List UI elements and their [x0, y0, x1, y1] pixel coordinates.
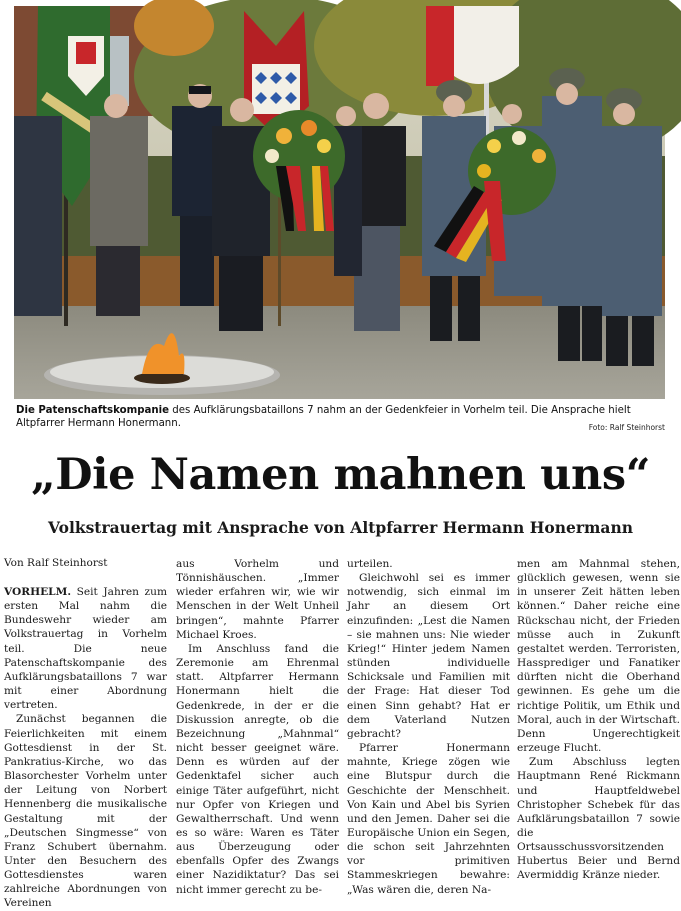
paragraph: men am Mahnmal stehen, glücklich gewesen, wenn sie in unserer Zeit hätten leben können.“ Daher reiche eine Rückschau nicht, der Frieden müsse auch in Zukunft gestaltet werden. Terroristen, Hassprediger und Fanatiker dürften nicht die Oberhand gewinnen. Es gehe um die richtige Politik, um Ethik und Moral, auch in der Wirtschaft. Denn Ungerechtigkeit erzeuge Flucht. — [517, 558, 680, 755]
paragraph: urteilen. — [347, 558, 393, 570]
caption-text: des Aufklärungsbataillons 7 nahm an der Gedenkfeier in Vorhelm teil. Die Ansprache hielt Altpfarrer Hermann Honermann. — [16, 405, 631, 430]
photo-credit: Foto: Ralf Steinhorst — [588, 423, 665, 432]
article-column-2 — [176, 557, 339, 897]
article-subheadline: Volkstrauertag mit Ansprache von Altpfarrer Hermann Honermann — [48, 518, 633, 537]
paragraph-text: Seit Jahren zum ersten Mal nahm die Bundeswehr wieder am Volkstrauertag in Vorhelm teil. Die neue Patenschaftskompanie des Aufklärungsbataillons 7 war mit einer Abordnung vertreten. — [4, 586, 167, 712]
paragraph: Pfarrer Honermann mahnte, Kriege zögen wie eine Blutspur durch die Geschichte der Menschheit. Von Kain und Abel bis Syrien und den Jemen. Daher sei die Europäische Union ein Segen, die schon seit Jahrzehnten vor primitiven Stammeskriegen bewahre: „Was wären die, deren Na- — [347, 742, 510, 896]
paragraph: Im Anschluss fand die Zeremonie am Ehrenmal statt. Altpfarrer Hermann Honermann hielt die Gedenkrede, in der er die Diskussion anregte, ob die Bezeichnung „Mahnmal“ nicht besser geeignet wäre. Denn es würden auf der Gedenktafel sicher auch einige Täter aufgeführt, nicht nur Opfer von Kriegen und Gewaltherrschaft. Und wenn es so wäre: Waren es Täter aus Überzeugung oder ebenfalls Opfer des Zwangs einer Nazidiktatur? Das sei nicht immer gerecht zu be- — [176, 642, 339, 896]
photo-caption — [16, 404, 666, 431]
caption-lead: Die Patenschaftskompanie — [16, 405, 170, 416]
article-headline: „Die Namen mahnen uns“ — [30, 450, 651, 500]
paragraph: Zum Abschluss legten Hauptmann René Rickmann und Hauptfeldwebel Christopher Schebek für das Aufklärungsbataillon 7 sowie die Ortsausschussvorsitzenden Hubertus Beier und Bernd Avermiddig Kränze nieder. — [517, 756, 680, 882]
paragraph: Gleichwohl sei es immer notwendig, sich einmal im Jahr an diesem Ort einzufinden: „Lest die Namen – sie mahnen uns: Nie wieder Krieg!“ Hinter jedem Namen stünden individuelle Schicksale und Familien mit der Frage: Hat dieser Tod einen Sinn gehabt? Hat er dem Vaterland Nutzen gebracht? — [347, 572, 510, 740]
byline: Von Ralf Steinhorst — [4, 557, 108, 569]
article-column-1 — [4, 585, 167, 911]
paragraph: aus Vorhelm und Tönnishäuschen. „Immer wieder erfahren wir, wie wir Menschen in der Welt Unheil bringen“, mahnte Pfarrer Michael Kroes. — [176, 558, 339, 641]
paragraph: Zunächst begannen die Feierlichkeiten mit einem Gottesdienst in der St. Pankratius-Kirche, wo das Blasorchester Vorhelm unter der Leitung von Norbert Hennenberg die musikalische Gestaltung mit der „Deutschen Singmesse“ von Franz Schubert übernahm. Unter den Besuchern des Gottesdienstes waren zahlreiche Abordnungen von Vereinen — [4, 713, 167, 910]
article-column-4 — [517, 557, 680, 883]
article-column-3 — [347, 557, 510, 897]
dateline: VORHELM. — [4, 586, 72, 598]
paragraph — [4, 585, 167, 712]
article-photo — [14, 6, 665, 399]
